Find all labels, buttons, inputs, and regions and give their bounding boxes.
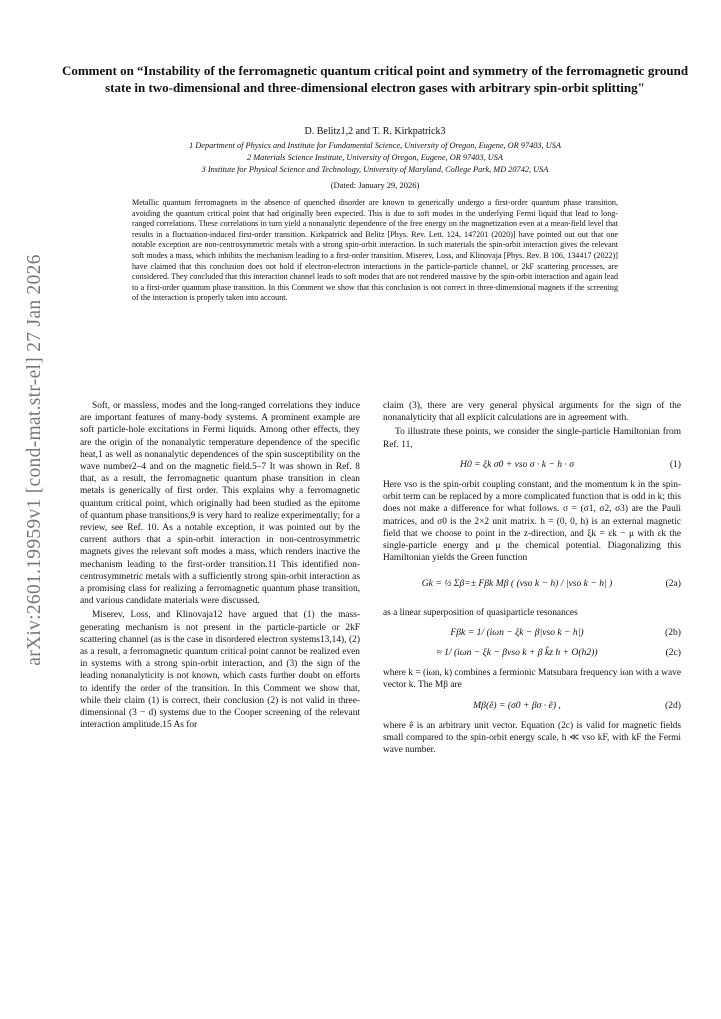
- left-column: [80, 400, 360, 731]
- abstract: Metallic quantum ferromagnets in the absence of quenched disorder are known to generically undergo a first-order quantum phase transition, avoiding the quantum critical point that had originally been expected. This is due to soft modes in the underlying Fermi liquid that lead to long-ranged correlations. These correlations in turn yield a nonanalytic dependence of the free energy on the magnetization even at a mean-field level that results in a fluctuation-induced first-order transition. Kirkpatrick and Belitz [Phys. Rev. Lett. 124, 147201 (2020)] have pointed out out that one notable exception are non-centrosymmetric metals with a strong spin-orbit interaction. In such materials the spin-orbit interaction gives the relevant soft modes a mass, which inhibits the mechanism leading to a first-order transition. Miserev, Loss, and Klinovaja [Phys. Rev. B 106, 134417 (2022)] have claimed that this conclusion does not hold if electron-electron interactions in the particle-particle channel, or 2kF scattering processes, are considered. They concluded that this interaction channel leads to soft modes that are not rendered massive by the spin-orbit interaction and again lead to a first-order quantum phase transition. In this Comment we show that this conclusion is not correct in three-dimensional magnets if the screening of the interaction is properly taken into account.: [132, 198, 618, 303]
- equation-2a: [383, 578, 681, 590]
- equation-1-number: (1): [669, 458, 681, 470]
- paper-title: Comment on “Instability of the ferromagnetic quantum critical point and symmetry of the ferromagnetic ground state in two-dimensional and three-dimensional electron gases with arbitrary spin-orbit splitting": [61, 63, 689, 95]
- equation-1: [383, 459, 681, 471]
- right-paragraph-2: To illustrate these points, we consider the single-particle Hamiltonian from Ref. 11,: [383, 427, 681, 450]
- right-paragraph-3: Here vso is the spin-orbit coupling constant, and the momentum k in the spin-orbit term can be replaced by a more complicated function that is odd in k; this does not make a difference for what follows. σ = (σ1, σ2, σ3) are the Pauli matrices, and σ0 is the 2×2 unit matrix. h = (0, 0, h) is an external magnetic field that we choose to point in the z-direction, and ξk = εk − μ with εk the single-particle energy and μ the chemical potential. Diagonalizing this Hamiltonian yields the Green function: [383, 480, 681, 564]
- paper-authors: D. Belitz1,2 and T. R. Kirkpatrick3: [304, 126, 446, 137]
- right-paragraph-5: where k = (iωn, k) combines a fermionic Matsubara frequency iωn with a wave vector k. The Mβ are: [383, 668, 681, 691]
- right-paragraph-4: as a linear superposition of quasiparticle resonances: [383, 607, 578, 618]
- equation-2c: [383, 647, 681, 659]
- equation-2b: [383, 627, 681, 639]
- equation-2c-number: (2c): [665, 647, 681, 659]
- affiliations: [60, 140, 690, 176]
- equation-2a-body: Gk = ½ Σβ=± Fβk Mβ ( (vso k − h) / |vso k − h| ): [421, 578, 613, 590]
- equation-1-body: H0 = ξk σ0 + vso σ · k − h · σ: [460, 458, 574, 470]
- affiliation-3: 3 Institute for Physical Science and Technology, University of Maryland, College Park, MD 20742, USA: [201, 165, 549, 174]
- equation-2d-body: Mβ(ê) = (σ0 + βσ · ê) ,: [473, 699, 561, 711]
- arxiv-stamp: [20, 240, 50, 680]
- affiliation-1: 1 Department of Physics and Institute for Fundamental Science, University of Oregon, Eugene, OR 97403, USA: [189, 141, 561, 150]
- arxiv-stamp-text: arXiv:2601.19959v1 [cond-mat.str-el] 27 Jan 2026: [24, 254, 45, 666]
- right-paragraph-1: claim (3), there are very general physical arguments for the sign of the nonanalyticity that all explicit calculations are in agreement with.: [383, 401, 681, 424]
- right-column: [383, 400, 681, 756]
- equation-2d-number: (2d): [665, 699, 681, 711]
- equation-2d: [383, 700, 681, 712]
- affiliation-2: 2 Materials Science Institute, University of Oregon, Eugene, OR 97403, USA: [247, 153, 503, 162]
- equation-2b-body: Fβk = 1/ (iωn − ξk − β|vso k − h|): [450, 626, 584, 638]
- equation-2a-number: (2a): [665, 578, 681, 590]
- body-paragraph-2: Miserev, Loss, and Klinovaja12 have argued that (1) the mass-generating mechanism is not present in the particle-particle or 2kF scattering channel (as is the case in disordered electron systems13,14), (2) as a result, a ferromagnetic quantum critical point cannot be realized even in systems with a strong spin-orbit interaction, and (3) the sign of the leading nonanalyticity is not known, which casts further doubt on efforts to identify the order of the transition. In this Comment we show that, while their claim (1) is correct, their conclusion (2) is not valid in three-dimensional (3 − d) systems due to the Cooper screening of the relevant interaction amplitude.15 As for: [80, 610, 360, 731]
- dated-line: (Dated: January 29, 2026): [330, 180, 420, 190]
- body-paragraph-1: Soft, or massless, modes and the long-ranged correlations they induce are important features of many-body systems. A prominent example are soft particle-hole excitations in Fermi liquids. Among other effects, they are the origin of the nonanalytic temperature dependence of the specific heat,1 as well as nonanalytic dependences of the spin susceptibility on the wave number2–4 and on the magnetic field.5–7 It was shown in Ref. 8 that, as a result, the ferromagnetic quantum phase transition in clean metals is generically of first order. This explains why a ferromagnetic quantum critical point, which originally had been studied as the epitome of quantum phase transitions,9 is very hard to realize experimentally; for a review, see Ref. 10. As a notable exception, it was pointed out by the current authors that a spin-orbit interaction in non-centrosymmetric magnets gives the relevant soft modes a mass, which renders inactive the mechanism leading to the first-order transition.11 This identified non-centrosymmetric metals with a sufficiently strong spin-orbit interaction as a promising class for realizing a ferromagnetic quantum phase transition, and various candidate materials were discussed.: [80, 401, 360, 607]
- equation-2b-number: (2b): [665, 626, 681, 638]
- right-paragraph-6: where ê is an arbitrary unit vector. Equation (2c) is valid for magnetic fields small compared to the spin-orbit energy scale, h ≪ vso kF, with kF the Fermi wave number.: [383, 720, 681, 756]
- equation-2c-body: ≈ 1/ (iωn − ξk − βvso k + β k̂z h + O(h2)): [436, 647, 598, 659]
